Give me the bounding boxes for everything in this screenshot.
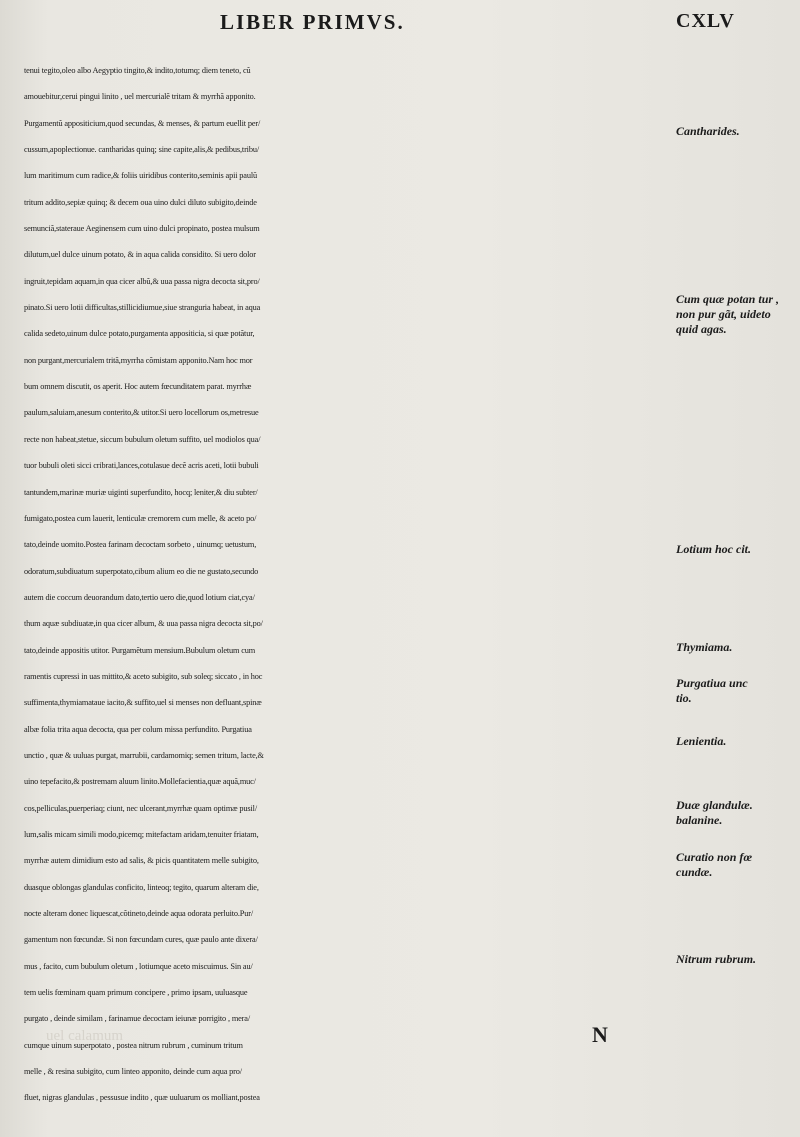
- margin-note-purgatiua: Purgatiua unc tio.: [676, 676, 748, 705]
- text-line: cumque uinum superpotato , postea nitrum rubrum , cuminum tritum: [24, 1040, 243, 1050]
- text-line: tritum addito,sepiæ quinq; & decem oua uino dulci diluto subigito,deinde: [24, 197, 257, 207]
- text-line: semunciã,stateraue Aeginensem cum uino dulci propinato, postea mulsum: [24, 224, 260, 234]
- text-line: fluet, nigras glandulas , pessusue indito , quæ uuluarum os molliant,postea: [24, 1093, 260, 1103]
- text-line: amouebitur,cerui pingui linito , uel mercurialẽ tritam & myrrhã apponito.: [24, 92, 256, 102]
- text-line: calida sedeto,uinum dulce potato,purgamenta appositicia, si quæ potãtur,: [24, 329, 255, 339]
- margin-note-curatio: Curatio non fœ cundæ.: [676, 850, 753, 879]
- text-line: Purgamentũ appositicium,quod secundas, & menses, & partum euellit per/: [24, 118, 261, 128]
- margin-notes: [672, 0, 800, 1137]
- text-line: tato,deinde appositis utitor. Purgamẽtum mensium.Bubulum oletum cum: [24, 645, 256, 655]
- page-title: LIBER PRIMVS.: [220, 10, 405, 34]
- text-line: unctio , quæ & uuluas purgat, marrubii, cardamomiq; semen tritum, lacte,&: [24, 750, 264, 760]
- text-line: mus , facito, cum bubulum oletum , lotiumque aceto miscuimus. Sin au/: [24, 961, 253, 971]
- margin-note-cum-quae-potantur: Cum quæ potan tur , non pur gãt, uideto quid agas.: [676, 292, 780, 336]
- text-line: dilutum,uel dulce uinum potato, & in aqua calida considito. Si uero dolor: [24, 250, 256, 260]
- text-line: bum omnem discutit, os aperit. Hoc autem fœcunditatem parat. myrrhæ: [24, 382, 252, 392]
- text-line: ingruit,tepidam aquam,in qua cicer albũ,& uua passa nigra decocta sit,pro/: [24, 276, 260, 286]
- text-line: nocte alteram donec liquescat,cõtineto,deinde aqua odorata perluito.Pur/: [24, 909, 254, 918]
- text-line: myrrhæ autem dimidium esto ad salis, & picis quantitatem melle subigito,: [24, 856, 259, 866]
- margin-note-nitrum: Nitrum rubrum.: [676, 952, 757, 966]
- text-line: odoratum,subdiuatum superpotato,cibum alium eo die ne gustato,secundo: [24, 566, 259, 576]
- text-line: thum aquæ subdiuatæ,in qua cicer album, & uua passa nigra decocta sit,po/: [24, 619, 263, 629]
- text-line: uino tepefacito,& postremam aluum linito.Mollefacientia,quæ aquã,muc/: [24, 777, 256, 787]
- text-line: tem uelis fœminam quam primum concipere , primo ipsam, uuluasque: [24, 988, 248, 998]
- bleed-through-text: uel calamum: [46, 1028, 124, 1044]
- text-line: melle , & resina subigito, cum linteo apponito, deinde cum aqua pro/: [24, 1067, 242, 1077]
- text-line: albæ folia trita aqua decocta, qua per colum missa perfundito. Purgatiua: [24, 724, 252, 734]
- text-line: suffimenta,thymiamataue iacito,& suffito,uel si menses non defluant,spinæ: [24, 698, 262, 708]
- margin-note-lotium: Lotium hoc cit.: [676, 542, 751, 556]
- text-line: lum maritimum cum radice,& foliis uiridibus conterito,seminis apii paulũ: [24, 171, 257, 181]
- text-line: tuor bubuli oleti sicci cribrati,lances,cotulasue decẽ acris aceti, lotii bubuli: [24, 461, 259, 471]
- signature-mark: N: [592, 1022, 608, 1047]
- text-line: tato,deinde uomito.Postea farinam decoctam sorbeto , uinumq; uetustum,: [24, 540, 257, 550]
- text-line: duasque oblongas glandulas conficito, linteoq; tegito, quarum alteram die,: [24, 882, 259, 892]
- text-line: paulum,saluiam,anesum conterito,& utitor.Si uero locellorum os,metresue: [24, 408, 259, 418]
- main-text-column: [24, 58, 672, 1112]
- text-line: autem die coccum deuorandum dato,tertio uero die,quod lotium ciat,cya/: [24, 592, 255, 602]
- margin-note-cantharides: Cantharides.: [676, 124, 740, 138]
- text-line: cos,pelliculas,puerperiaq; ciunt, nec ulcerant,myrrhæ quam optimæ pusil/: [24, 803, 257, 813]
- text-line: pinato.Si uero lotii difficultas,stillicidiumue,siue stranguria habeat, in aqua: [24, 303, 261, 313]
- text-line: purgato , deinde similam , farinamue decoctam ieiunæ porrigito , mera/: [24, 1014, 250, 1024]
- margin-note-lenientia: Lenientia.: [676, 734, 727, 748]
- text-line: fumigato,postea cum lauerit, lenticulæ cremorem cum melle, & aceto po/: [24, 513, 257, 523]
- text-line: non purgant,mercurialem tritã,myrrha cõmistam apponito.Nam hoc mor: [24, 355, 253, 365]
- text-line: ramentis cupressi in uas mittito,& aceto subigito, sub soleq; siccato , in hoc: [24, 671, 263, 681]
- text-line: cussum,apoplectionue. cantharidas quinq; sine capite,alis,& pedibus,tribu/: [24, 145, 259, 155]
- text-line: gamentum non fœcundæ. Si non fœcundam cures, quæ paulo ante dixera/: [24, 935, 258, 945]
- text-line: tenui tegito,oleo albo Aegyptio tingito,& indito,totumq; diem teneto, cũ: [24, 66, 251, 75]
- text-line: tantundem,marinæ muriæ uiginti superfundito, hocq; leniter,& diu subter/: [24, 487, 258, 497]
- margin-note-glandulae: Duæ glandulæ. balanine.: [676, 798, 753, 827]
- folio-number: CXLV: [676, 10, 735, 32]
- text-line: lum,salis micam simili modo,picemq; mitefactam aridam,tenuiter friatam,: [24, 829, 259, 839]
- text-line: recte non habeat,stetue, siccum bubulum oletum suffito, uel modiolos qua/: [24, 434, 261, 444]
- margin-note-thymiama: Thymiama.: [676, 640, 733, 654]
